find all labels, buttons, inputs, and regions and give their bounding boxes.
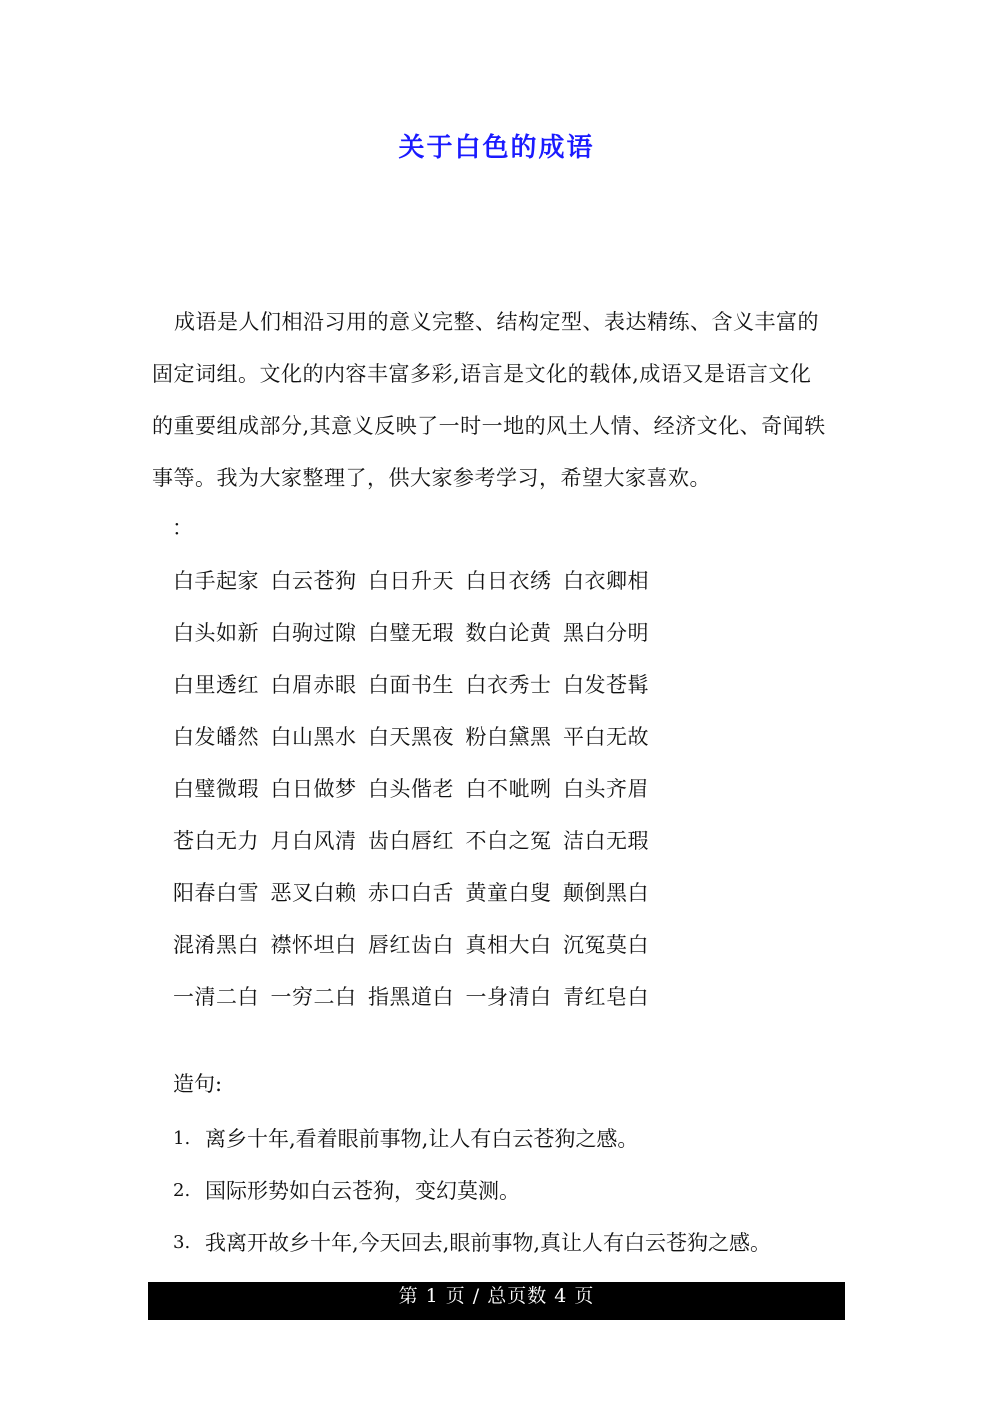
- intro-line: 成语是人们相沿习用的意义完整、结构定型、表达精练、含义丰富的: [174, 310, 819, 334]
- sentence-number: 1.: [173, 1127, 191, 1149]
- idiom-row: [173, 866, 773, 918]
- idiom-item: 白头齐眉: [563, 777, 649, 801]
- idiom-item: 真相大白: [465, 933, 552, 957]
- idiom-item: 白面书生: [368, 673, 454, 697]
- idiom-item: 指黑道白: [368, 985, 454, 1009]
- idiom-item: 一清二白: [173, 985, 259, 1009]
- idiom-item: 白璧微瑕: [173, 777, 259, 801]
- idiom-item: 白手起家: [173, 569, 259, 593]
- idiom-item: 白天黑夜: [368, 725, 454, 749]
- sentence-item: [173, 1164, 853, 1216]
- idiom-item: 青红皂白: [563, 985, 649, 1009]
- idiom-item: 白不呲咧: [465, 777, 552, 801]
- idiom-item: 苍白无力: [173, 829, 259, 853]
- intro-line: 固定词组。文化的内容丰富多彩,语言是文化的载体,成语又是语言文化: [152, 362, 812, 386]
- idiom-item: 白云苍狗: [270, 569, 357, 593]
- idiom-item: 白驹过隙: [270, 621, 357, 645]
- idiom-item: 一穷二白: [270, 985, 357, 1009]
- idiom-item: 沉冤莫白: [563, 933, 649, 957]
- idiom-row: [173, 710, 773, 762]
- intro-paragraph: [152, 296, 842, 504]
- idiom-row: [173, 606, 773, 658]
- idiom-item: 颠倒黑白: [563, 881, 649, 905]
- idiom-item: 数白论黄: [465, 621, 552, 645]
- idiom-item: 白里透红: [173, 673, 259, 697]
- intro-line: 的重要组成部分,其意义反映了一时一地的风土人情、经济文化、奇闻轶: [152, 414, 826, 438]
- idiom-item: 白头如新: [173, 621, 259, 645]
- sentence-text: 国际形势如白云苍狗，变幻莫测。: [205, 1179, 520, 1203]
- idiom-item: 不白之冤: [465, 829, 552, 853]
- sentence-item: [173, 1216, 853, 1268]
- sentence-number: 3.: [173, 1231, 191, 1253]
- idiom-row: [173, 970, 773, 1022]
- idiom-row: [173, 814, 773, 866]
- sentence-number: 2.: [173, 1179, 191, 1201]
- idiom-item: 白山黑水: [270, 725, 357, 749]
- idiom-row: [173, 762, 773, 814]
- idiom-item: 粉白黛黑: [465, 725, 552, 749]
- idiom-item: 白衣卿相: [563, 569, 649, 593]
- idiom-item: 白眉赤眼: [270, 673, 357, 697]
- page-footer: 第 1 页 / 总页数 4 页: [148, 1282, 845, 1320]
- idiom-item: 齿白唇红: [368, 829, 454, 853]
- page-title: 关于白色的成语: [398, 133, 595, 163]
- idiom-item: 白日升天: [368, 569, 454, 593]
- idiom-item: 平白无故: [563, 725, 649, 749]
- sentence-item: [173, 1112, 853, 1164]
- idiom-item: 阳春白雪: [173, 881, 259, 905]
- idiom-item: 月白风清: [270, 829, 357, 853]
- idiom-item: 白衣秀士: [465, 673, 552, 697]
- idiom-item: 唇红齿白: [368, 933, 454, 957]
- idiom-row: [173, 918, 773, 970]
- sentence-list: [173, 1112, 853, 1268]
- sentence-text: 离乡十年,看着眼前事物,让人有白云苍狗之感。: [205, 1127, 639, 1151]
- sentences-heading: 造句:: [173, 1072, 223, 1096]
- idiom-item: 白日做梦: [270, 777, 357, 801]
- idiom-row: [173, 658, 773, 710]
- idiom-item: 白头偕老: [368, 777, 454, 801]
- idiom-item: 洁白无瑕: [563, 829, 649, 853]
- idiom-item: 白璧无瑕: [368, 621, 454, 645]
- idiom-item: 赤口白舌: [368, 881, 454, 905]
- intro-line: 事等。我为大家整理了，供大家参考学习，希望大家喜欢。: [152, 466, 711, 490]
- idiom-item: 白发苍髯: [563, 673, 649, 697]
- idiom-row: [173, 554, 773, 606]
- idiom-item: 黑白分明: [563, 621, 649, 645]
- idiom-item: 襟怀坦白: [270, 933, 357, 957]
- idiom-list: [173, 554, 773, 1022]
- idiom-item: 一身清白: [465, 985, 552, 1009]
- idiom-item: 混淆黑白: [173, 933, 259, 957]
- sentence-text: 我离开故乡十年,今天回去,眼前事物,真让人有白云苍狗之感。: [205, 1231, 772, 1255]
- idiom-item: 黄童白叟: [465, 881, 552, 905]
- idiom-item: 白日衣绣: [465, 569, 552, 593]
- idiom-item: 白发皤然: [173, 725, 259, 749]
- idiom-item: 恶叉白赖: [270, 881, 357, 905]
- list-colon: ：: [172, 516, 193, 540]
